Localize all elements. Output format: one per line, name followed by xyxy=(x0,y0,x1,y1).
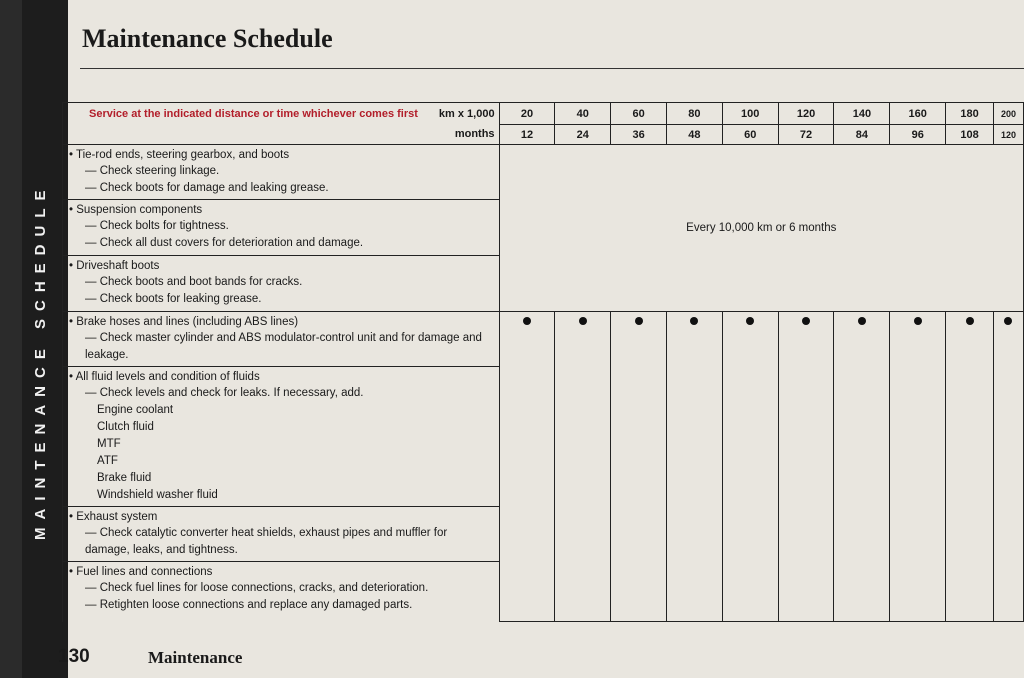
distance-header: 20 xyxy=(499,103,555,125)
distance-header: 140 xyxy=(834,103,890,125)
schedule-cell xyxy=(555,312,611,622)
table-row xyxy=(63,312,1024,367)
service-dot xyxy=(746,317,754,325)
fluid-item: Engine coolant xyxy=(97,404,174,416)
item-line: — Check master cylinder and ABS modulator-control unit and for damage and leakage. xyxy=(85,332,482,361)
item-cell xyxy=(63,145,500,200)
item-cell xyxy=(63,256,500,312)
item-title: • All fluid levels and condition of fluids xyxy=(69,371,260,383)
service-dot xyxy=(635,317,643,325)
months-header: 120 xyxy=(993,125,1023,145)
item-line: — Retighten loose connections and replace any damaged parts. xyxy=(85,599,413,611)
service-dot xyxy=(690,317,698,325)
service-dot xyxy=(914,317,922,325)
item-cell xyxy=(63,367,500,507)
months-header: 60 xyxy=(722,125,778,145)
service-dot xyxy=(966,317,974,325)
schedule-cell xyxy=(499,312,555,622)
months-header: 36 xyxy=(611,125,667,145)
schedule-cell xyxy=(834,312,890,622)
schedule-cell xyxy=(890,312,946,622)
fluid-item: ATF xyxy=(97,455,118,467)
item-line: — Check boots and boot bands for cracks. xyxy=(85,276,303,288)
item-line: — Check boots for damage and leaking grease. xyxy=(85,182,329,194)
fluid-item: Windshield washer fluid xyxy=(97,489,218,501)
months-header: 12 xyxy=(499,125,555,145)
item-title: • Fuel lines and connections xyxy=(69,566,213,578)
interval-note: Every 10,000 km or 6 months xyxy=(499,145,1023,312)
header-instruction: Service at the indicated distance or time whichever comes first xyxy=(89,107,418,120)
fluid-item: Brake fluid xyxy=(97,472,152,484)
months-header: 96 xyxy=(890,125,946,145)
service-dot xyxy=(802,317,810,325)
schedule-cell xyxy=(778,312,834,622)
months-header: 24 xyxy=(555,125,611,145)
distance-header: 100 xyxy=(722,103,778,125)
distance-header: 160 xyxy=(890,103,946,125)
distance-header: 80 xyxy=(667,103,723,125)
table-row xyxy=(63,145,1024,200)
distance-header: 200 xyxy=(993,103,1023,125)
item-title: • Exhaust system xyxy=(69,511,158,523)
schedule-cell xyxy=(611,312,667,622)
item-title: • Driveshaft boots xyxy=(69,260,160,272)
time-unit: months xyxy=(63,125,500,145)
distance-header: 120 xyxy=(778,103,834,125)
item-line: — Check fuel lines for loose connections, cracks, and deterioration. xyxy=(85,582,429,594)
service-dot xyxy=(858,317,866,325)
item-cell xyxy=(63,562,500,622)
page-number: 130 xyxy=(58,646,90,667)
schedule-cell xyxy=(946,312,994,622)
item-line: — Check bolts for tightness. xyxy=(85,220,229,232)
page-title: Maintenance Schedule xyxy=(82,24,333,53)
item-line: — Check steering linkage. xyxy=(85,165,220,177)
item-cell xyxy=(63,312,500,367)
item-line: — Check levels and check for leaks. If necessary, add. xyxy=(85,387,364,399)
schedule-cell xyxy=(993,312,1023,622)
item-title: • Brake hoses and lines (including ABS lines) xyxy=(69,316,299,328)
distance-header: 60 xyxy=(611,103,667,125)
header-instruction-cell xyxy=(63,103,500,125)
title-divider xyxy=(80,68,1024,69)
item-cell xyxy=(63,200,500,256)
fluid-item: Clutch fluid xyxy=(97,421,154,433)
item-line: — Check boots for leaking grease. xyxy=(85,293,262,305)
side-tab-label: MAINTENANCE SCHEDULE xyxy=(32,182,49,540)
distance-unit: km x 1,000 xyxy=(438,107,495,120)
item-line: — Check catalytic converter heat shields, exhaust pipes and muffler for damage, leaks, and tightness. xyxy=(85,527,448,556)
months-header: 72 xyxy=(778,125,834,145)
service-dot xyxy=(579,317,587,325)
maintenance-schedule-table xyxy=(62,102,1024,622)
header-row-distance xyxy=(63,103,1024,125)
schedule-cell xyxy=(667,312,723,622)
fluid-item: MTF xyxy=(97,438,121,450)
manual-page xyxy=(22,0,1024,678)
section-label: Maintenance xyxy=(148,648,243,667)
months-header: 48 xyxy=(667,125,723,145)
months-header: 108 xyxy=(946,125,994,145)
distance-header: 40 xyxy=(555,103,611,125)
item-title: • Tie-rod ends, steering gearbox, and boots xyxy=(69,149,290,161)
item-line: — Check all dust covers for deterioration and damage. xyxy=(85,237,364,249)
months-header: 84 xyxy=(834,125,890,145)
header-row-months xyxy=(63,125,1024,145)
service-dot xyxy=(523,317,531,325)
distance-header: 180 xyxy=(946,103,994,125)
service-dot xyxy=(1004,317,1012,325)
item-title: • Suspension components xyxy=(69,204,203,216)
schedule-cell xyxy=(722,312,778,622)
item-cell xyxy=(63,507,500,562)
